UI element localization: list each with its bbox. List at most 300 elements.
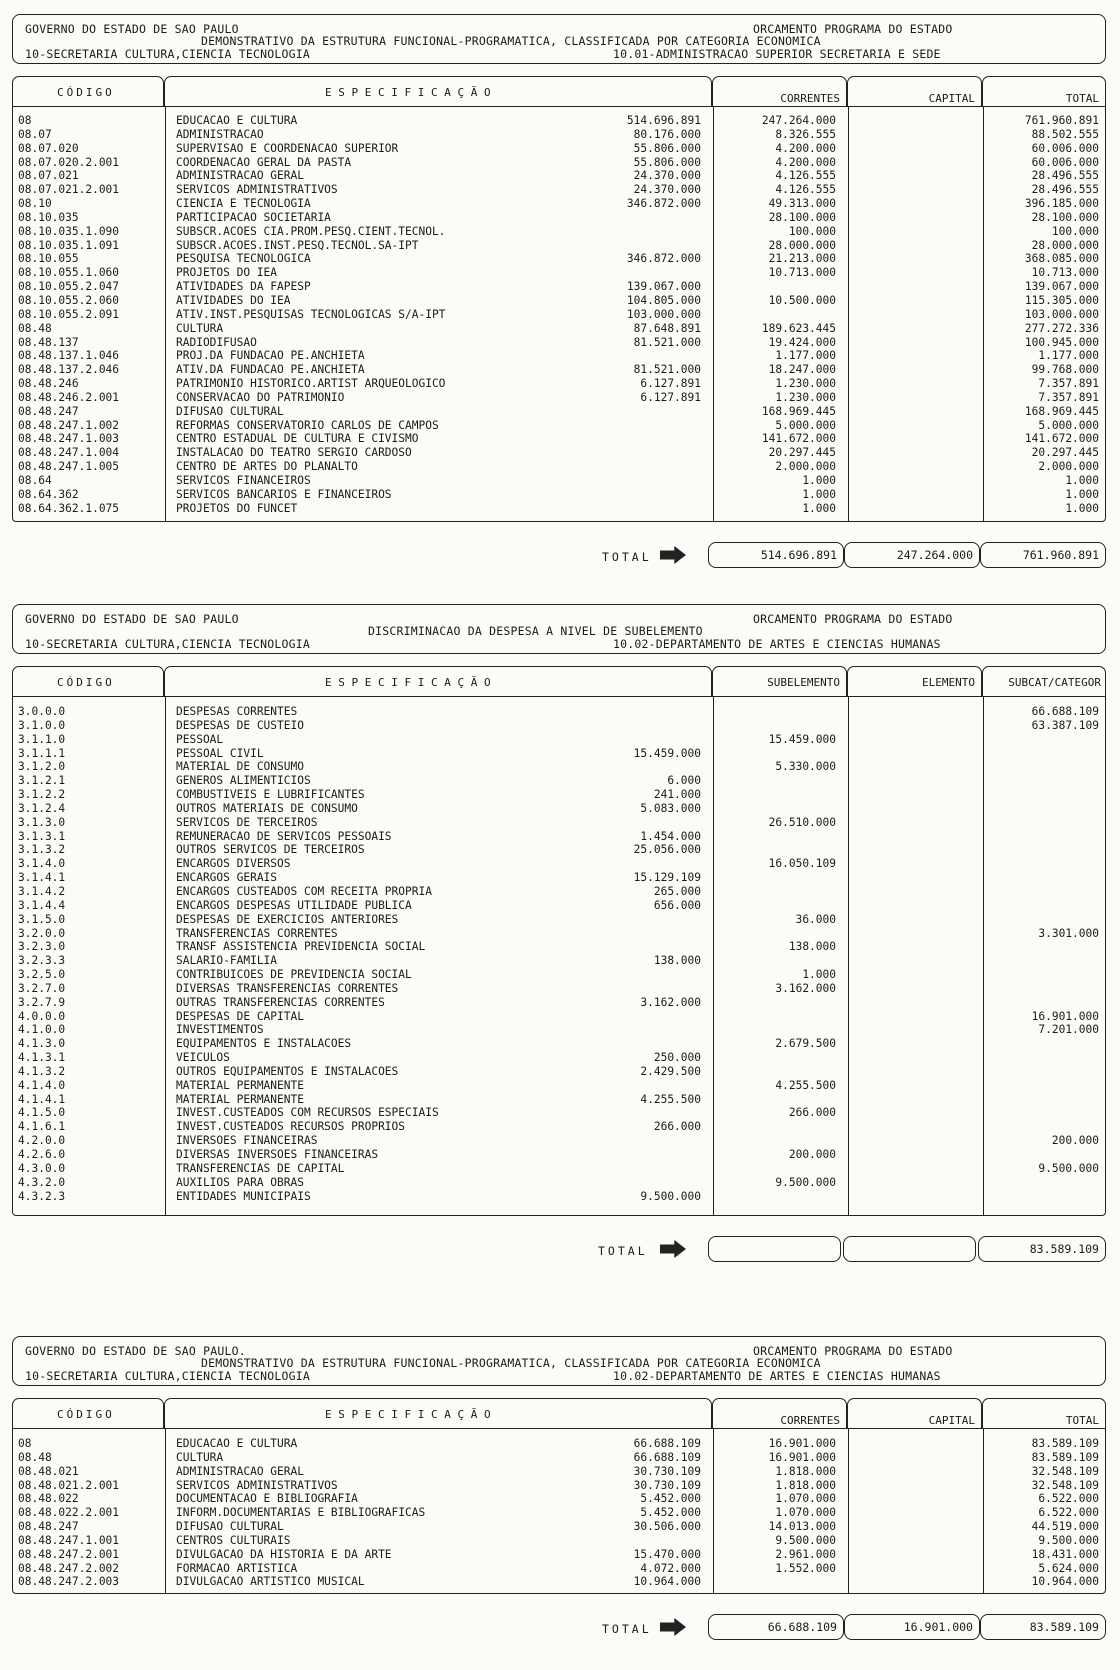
- spec-cell: TRANSFERENCIAS DE CAPITAL: [176, 1161, 345, 1175]
- table-row: [13, 913, 1105, 927]
- value-col3-cell: 5.452.000: [640, 1492, 701, 1506]
- table-row: [13, 391, 1105, 405]
- table-row: [13, 1534, 1105, 1548]
- code-cell: 3.2.3.3: [18, 954, 66, 968]
- value-col3-cell: 87.648.891: [633, 321, 701, 335]
- table-row: [13, 377, 1105, 391]
- table-row: [13, 322, 1105, 336]
- table-row: [13, 1010, 1105, 1024]
- value-col5-cell: 16.901.000: [1031, 1009, 1099, 1023]
- table-row: [13, 239, 1105, 253]
- table-row: [13, 1023, 1105, 1037]
- value-col3-cell: 55.806.000: [633, 155, 701, 169]
- table-row: [13, 1562, 1105, 1576]
- code-cell: 08.10.055: [18, 252, 79, 266]
- value-col3-cell: 104.805.000: [626, 293, 701, 307]
- spec-cell: ADMINISTRACAO: [176, 127, 264, 141]
- code-cell: 08.07.021.2.001: [18, 183, 120, 197]
- col-elemento: ELEMENTO: [847, 666, 982, 696]
- government-name: GOVERNO DO ESTADO DE SAO PAULO: [25, 22, 239, 36]
- col-correntes: CORRENTES: [712, 1398, 847, 1428]
- table-row: [13, 968, 1105, 982]
- code-cell: 3.2.7.9: [18, 995, 66, 1009]
- value-col5-cell: 168.969.445: [1024, 404, 1099, 418]
- value-col3-cell: 25.056.000: [633, 843, 701, 857]
- spec-cell: SUBSCR.ACOES CIA.PROM.PESQ.CIENT.TECNOL.: [176, 224, 446, 238]
- unit-label: 10.02-DEPARTAMENTO DE ARTES E CIENCIAS HUMANAS: [613, 1369, 941, 1383]
- table-row: [13, 211, 1105, 225]
- spec-cell: OUTROS SERVICOS DE TERCEIROS: [176, 843, 365, 857]
- value-col5-cell: 32.548.109: [1031, 1464, 1099, 1478]
- spec-cell: INVERSOES FINANCEIRAS: [176, 1134, 318, 1148]
- table-body: [12, 106, 1106, 522]
- value-col4-cell: 1.070.000: [775, 1506, 836, 1520]
- table-rows: [13, 114, 1105, 515]
- total-subelemento: [708, 1236, 841, 1262]
- spec-cell: COORDENACAO GERAL DA PASTA: [176, 155, 352, 169]
- table-row: [13, 899, 1105, 913]
- value-col3-cell: 139.067.000: [626, 280, 701, 294]
- value-col3-cell: 103.000.000: [626, 307, 701, 321]
- value-col5-cell: 63.387.109: [1031, 718, 1099, 732]
- col-spec: E S P E C I F I C A Ç Ã O: [164, 1398, 712, 1428]
- value-col5-cell: 44.519.000: [1031, 1520, 1099, 1534]
- value-col5-cell: 5.000.000: [1038, 418, 1099, 432]
- table-row: [13, 363, 1105, 377]
- value-col3-cell: 6.127.891: [640, 390, 701, 404]
- table-row: [13, 871, 1105, 885]
- spec-cell: MATERIAL DE CONSUMO: [176, 760, 304, 774]
- table-row: [13, 280, 1105, 294]
- value-col3-cell: 266.000: [653, 1120, 701, 1134]
- value-col4-cell: 1.818.000: [775, 1464, 836, 1478]
- spec-cell: ATIVIDADES DA FAPESP: [176, 280, 311, 294]
- secretaria-label: 10-SECRETARIA CULTURA,CIENCIA TECNOLOGIA: [25, 47, 310, 61]
- column-headers: [12, 76, 1106, 106]
- spec-cell: INVEST.CUSTEADOS RECURSOS PROPRIOS: [176, 1120, 406, 1134]
- spec-cell: DIVULGACAO DA HISTORIA E DA ARTE: [176, 1547, 392, 1561]
- spec-cell: DIFUSAO CULTURAL: [176, 1520, 284, 1534]
- value-col5-cell: 277.272.336: [1024, 321, 1099, 335]
- value-col5-cell: 396.185.000: [1024, 197, 1099, 211]
- table-row: [13, 927, 1105, 941]
- value-col5-cell: 200.000: [1051, 1134, 1099, 1148]
- budget-label: ORCAMENTO PROGRAMA DO ESTADO: [753, 22, 953, 36]
- col-codigo: CÓDIGO: [12, 1398, 164, 1428]
- spec-cell: DIFUSAO CULTURAL: [176, 404, 284, 418]
- table-row: [13, 1520, 1105, 1534]
- value-col4-cell: 49.313.000: [768, 197, 836, 211]
- value-col5-cell: 1.000: [1065, 473, 1099, 487]
- table-body: [12, 696, 1106, 1216]
- value-col4-cell: 14.013.000: [768, 1520, 836, 1534]
- arrow-right-icon: [660, 1240, 686, 1258]
- col-total: TOTAL: [982, 1398, 1106, 1428]
- value-col4-cell: 10.713.000: [768, 266, 836, 280]
- code-cell: 4.1.0.0: [18, 1023, 66, 1037]
- col-capital: CAPITAL: [847, 76, 982, 106]
- value-col5-cell: 28.000.000: [1031, 238, 1099, 252]
- code-cell: 08.07.021: [18, 169, 79, 183]
- code-cell: 4.3.0.0: [18, 1161, 66, 1175]
- spec-cell: INFORM.DOCUMENTARIAS E BIBLIOGRAFICAS: [176, 1506, 426, 1520]
- table-row: [13, 719, 1105, 733]
- value-col4-cell: 247.264.000: [761, 114, 836, 127]
- table-row: [13, 183, 1105, 197]
- value-col4-cell: 1.000: [802, 968, 836, 982]
- value-col5-cell: 2.000.000: [1038, 460, 1099, 474]
- value-col3-cell: 15.129.109: [633, 871, 701, 885]
- code-cell: 08.10.055.2.091: [18, 307, 120, 321]
- code-cell: 08.48: [18, 1450, 52, 1464]
- value-col3-cell: 5.452.000: [640, 1506, 701, 1520]
- value-col5-cell: 103.000.000: [1024, 307, 1099, 321]
- code-cell: 4.1.4.1: [18, 1092, 66, 1106]
- report-header: [12, 14, 1106, 64]
- value-col4-cell: 141.672.000: [761, 432, 836, 446]
- value-col4-cell: 21.213.000: [768, 252, 836, 266]
- spec-cell: SUBSCR.ACOES.INST.PESQ.TECNOL.SA-IPT: [176, 238, 419, 252]
- value-col3-cell: 66.688.109: [633, 1437, 701, 1450]
- budget-label: ORCAMENTO PROGRAMA DO ESTADO: [753, 612, 953, 626]
- spec-cell: CIENCIA E TECNOLOGIA: [176, 197, 311, 211]
- spec-cell: EDUCACAO E CULTURA: [176, 114, 298, 127]
- table-row: [13, 1148, 1105, 1162]
- table-row: [13, 1437, 1105, 1451]
- table-row: [13, 1176, 1105, 1190]
- value-col4-cell: 1.230.000: [775, 377, 836, 391]
- value-col4-cell: 168.969.445: [761, 404, 836, 418]
- spec-cell: DESPESAS DE CUSTEIO: [176, 718, 304, 732]
- col-spec: E S P E C I F I C A Ç Ã O: [164, 76, 712, 106]
- spec-cell: DOCUMENTACAO E BIBLIOGRAFIA: [176, 1492, 358, 1506]
- table-row: [13, 502, 1105, 516]
- value-col3-cell: 6.127.891: [640, 377, 701, 391]
- value-col4-cell: 15.459.000: [768, 732, 836, 746]
- value-col3-cell: 250.000: [653, 1051, 701, 1065]
- total-row: [0, 1234, 1120, 1268]
- value-col5-cell: 9.500.000: [1038, 1161, 1099, 1175]
- spec-cell: CENTRO ESTADUAL DE CULTURA E CIVISMO: [176, 432, 419, 446]
- code-cell: 3.1.3.0: [18, 815, 66, 829]
- code-cell: 08.10.035.1.091: [18, 238, 120, 252]
- government-name: GOVERNO DO ESTADO DE SAO PAULO: [25, 612, 239, 626]
- table-row: [13, 940, 1105, 954]
- table-body: [12, 1428, 1106, 1594]
- spec-cell: SERVICOS DE TERCEIROS: [176, 815, 318, 829]
- report-header: [12, 1336, 1106, 1386]
- code-cell: 08.10.055.1.060: [18, 266, 120, 280]
- value-col5-cell: 28.100.000: [1031, 210, 1099, 224]
- table-rows: [13, 1437, 1105, 1589]
- value-col4-cell: 100.000: [788, 224, 836, 238]
- total-label: TOTAL: [602, 1622, 652, 1636]
- code-cell: 08.48.247.1.004: [18, 446, 120, 460]
- table-row: [13, 446, 1105, 460]
- value-col3-cell: 9.500.000: [640, 1189, 701, 1203]
- code-cell: 3.1.2.1: [18, 774, 66, 788]
- code-cell: 4.2.0.0: [18, 1134, 66, 1148]
- table-row: [13, 996, 1105, 1010]
- table-row: [13, 802, 1105, 816]
- col-capital: CAPITAL: [847, 1398, 982, 1428]
- table-row: [13, 432, 1105, 446]
- report-title: DEMONSTRATIVO DA ESTRUTURA FUNCIONAL-PROGRAMATICA, CLASSIFICADA POR CATEGORIA ECONOMICA: [201, 34, 821, 48]
- spec-cell: ENCARGOS CUSTEADOS COM RECEITA PROPRIA: [176, 884, 432, 898]
- spec-cell: SERVICOS ADMINISTRATIVOS: [176, 1478, 338, 1492]
- value-col3-cell: 66.688.109: [633, 1450, 701, 1464]
- code-cell: 08.10.035.1.090: [18, 224, 120, 238]
- value-col3-cell: 24.370.000: [633, 183, 701, 197]
- value-col5-cell: 115.305.000: [1024, 293, 1099, 307]
- value-col4-cell: 1.000: [802, 473, 836, 487]
- table-row: [13, 1465, 1105, 1479]
- code-cell: 08.07.020.2.001: [18, 155, 120, 169]
- value-col4-cell: 2.000.000: [775, 460, 836, 474]
- government-name: GOVERNO DO ESTADO DE SAO PAULO.: [25, 1344, 246, 1358]
- spec-cell: OUTRAS TRANSFERENCIAS CORRENTES: [176, 995, 385, 1009]
- code-cell: 3.1.1.1: [18, 746, 66, 760]
- spec-cell: ATIVIDADES DO IEA: [176, 293, 291, 307]
- value-col3-cell: 346.872.000: [626, 197, 701, 211]
- code-cell: 08.48.247: [18, 1520, 79, 1534]
- spec-cell: PROJETOS DO FUNCET: [176, 501, 298, 515]
- spec-cell: CULTURA: [176, 1450, 224, 1464]
- col-correntes: CORRENTES: [712, 76, 847, 106]
- value-col5-cell: 6.522.000: [1038, 1492, 1099, 1506]
- table-row: [13, 774, 1105, 788]
- code-cell: 08.48.021: [18, 1464, 79, 1478]
- spec-cell: PESQUISA TECNOLOGICA: [176, 252, 311, 266]
- value-col3-cell: 6.000: [667, 774, 701, 788]
- value-col5-cell: 10.713.000: [1031, 266, 1099, 280]
- spec-cell: INVESTIMENTOS: [176, 1023, 264, 1037]
- table-row: [13, 197, 1105, 211]
- code-cell: 08.64.362: [18, 487, 79, 501]
- spec-cell: ENCARGOS GERAIS: [176, 871, 278, 885]
- spec-cell: OUTROS EQUIPAMENTOS E INSTALACOES: [176, 1064, 399, 1078]
- value-col4-cell: 1.000: [802, 501, 836, 515]
- code-cell: 08: [18, 114, 32, 127]
- value-col4-cell: 28.100.000: [768, 210, 836, 224]
- code-cell: 08.48.247.1.003: [18, 432, 120, 446]
- value-col4-cell: 1.552.000: [775, 1561, 836, 1575]
- value-col3-cell: 30.730.109: [633, 1478, 701, 1492]
- spec-cell: SUPERVISAO E COORDENACAO SUPERIOR: [176, 141, 399, 155]
- value-col4-cell: 4.200.000: [775, 155, 836, 169]
- value-col3-cell: 3.162.000: [640, 995, 701, 1009]
- value-col4-cell: 189.623.445: [761, 321, 836, 335]
- value-col5-cell: 1.177.000: [1038, 349, 1099, 363]
- spec-cell: SALARIO-FAMILIA: [176, 954, 278, 968]
- value-col5-cell: 141.672.000: [1024, 432, 1099, 446]
- value-col3-cell: 15.470.000: [633, 1547, 701, 1561]
- code-cell: 08.48.247.1.001: [18, 1533, 120, 1547]
- value-col5-cell: 60.006.000: [1031, 141, 1099, 155]
- spec-cell: DIVULGACAO ARTISTICO MUSICAL: [176, 1575, 365, 1589]
- code-cell: 3.2.0.0: [18, 926, 66, 940]
- value-col3-cell: 346.872.000: [626, 252, 701, 266]
- spec-cell: PESSOAL CIVIL: [176, 746, 264, 760]
- spec-cell: VEICULOS: [176, 1051, 230, 1065]
- unit-label: 10.02-DEPARTAMENTO DE ARTES E CIENCIAS HUMANAS: [613, 637, 941, 651]
- value-col4-cell: 4.200.000: [775, 141, 836, 155]
- code-cell: 08.64.362.1.075: [18, 501, 120, 515]
- value-col3-cell: 4.255.500: [640, 1092, 701, 1106]
- table-row: [13, 114, 1105, 128]
- code-cell: 08.10: [18, 197, 52, 211]
- value-col5-cell: 761.960.891: [1024, 114, 1099, 127]
- spec-cell: EQUIPAMENTOS E INSTALACOES: [176, 1037, 352, 1051]
- code-cell: 08.48: [18, 321, 52, 335]
- value-col5-cell: 6.522.000: [1038, 1506, 1099, 1520]
- code-cell: 3.2.5.0: [18, 968, 66, 982]
- table-row: [13, 843, 1105, 857]
- value-col4-cell: 19.424.000: [768, 335, 836, 349]
- value-col4-cell: 18.247.000: [768, 363, 836, 377]
- table-row: [13, 830, 1105, 844]
- column-headers: [12, 1398, 1106, 1428]
- table-row: [13, 1548, 1105, 1562]
- value-col4-cell: 16.050.109: [768, 857, 836, 871]
- table-row: [13, 857, 1105, 871]
- spec-cell: TRANSFERENCIAS CORRENTES: [176, 926, 338, 940]
- total-correntes: 66.688.109: [708, 1614, 844, 1640]
- spec-cell: CONTRIBUICOES DE PREVIDENCIA SOCIAL: [176, 968, 412, 982]
- value-col4-cell: 36.000: [795, 912, 836, 926]
- table-row: [13, 1479, 1105, 1493]
- spec-cell: PROJETOS DO IEA: [176, 266, 278, 280]
- report-header: [12, 604, 1106, 654]
- code-cell: 08.07.020: [18, 141, 79, 155]
- code-cell: 08.48.247.1.005: [18, 460, 120, 474]
- spec-cell: TRANSF ASSISTENCIA PREVIDENCIA SOCIAL: [176, 940, 426, 954]
- value-col4-cell: 9.500.000: [775, 1175, 836, 1189]
- table-row: [13, 733, 1105, 747]
- spec-cell: ADMINISTRACAO GERAL: [176, 1464, 304, 1478]
- report-title: DISCRIMINACAO DA DESPESA A NIVEL DE SUBELEMENTO: [368, 624, 703, 638]
- table-row: [13, 128, 1105, 142]
- value-col3-cell: 30.730.109: [633, 1464, 701, 1478]
- spec-cell: ENCARGOS DESPESAS UTILIDADE PUBLICA: [176, 898, 412, 912]
- spec-cell: DESPESAS CORRENTES: [176, 705, 298, 718]
- table-row: [13, 1451, 1105, 1465]
- table-row: [13, 336, 1105, 350]
- code-cell: 08.48.247.2.001: [18, 1547, 120, 1561]
- code-cell: 4.2.6.0: [18, 1148, 66, 1161]
- value-col5-cell: 20.297.445: [1031, 446, 1099, 460]
- total-label: TOTAL: [602, 550, 652, 564]
- value-col5-cell: 9.500.000: [1038, 1533, 1099, 1547]
- table-row: [13, 982, 1105, 996]
- spec-cell: GENEROS ALIMENTICIOS: [176, 774, 311, 788]
- spec-cell: SERVICOS BANCARIOS E FINANCEIROS: [176, 487, 392, 501]
- value-col3-cell: 514.696.891: [626, 114, 701, 127]
- code-cell: 4.1.3.1: [18, 1051, 66, 1065]
- code-cell: 08.48.247.1.002: [18, 418, 120, 432]
- col-subcat: SUBCAT/CATEGOR: [982, 666, 1106, 696]
- table-row: [13, 1051, 1105, 1065]
- value-col5-cell: 99.768.000: [1031, 363, 1099, 377]
- code-cell: 08: [18, 1437, 32, 1450]
- spec-cell: ATIV.DA FUNDACAO PE.ANCHIETA: [176, 363, 365, 377]
- code-cell: 4.3.2.3: [18, 1189, 66, 1203]
- code-cell: 08.48.022.2.001: [18, 1506, 120, 1520]
- budget-label: ORCAMENTO PROGRAMA DO ESTADO: [753, 1344, 953, 1358]
- value-col4-cell: 10.500.000: [768, 293, 836, 307]
- spec-cell: OUTROS MATERIAIS DE CONSUMO: [176, 801, 358, 815]
- code-cell: 08.48.247.2.002: [18, 1561, 120, 1575]
- col-spec: E S P E C I F I C A Ç Ã O: [164, 666, 712, 696]
- total-correntes: 514.696.891: [708, 542, 844, 568]
- spec-cell: AUXILIOS PARA OBRAS: [176, 1175, 304, 1189]
- spec-cell: SERVICOS FINANCEIROS: [176, 473, 311, 487]
- value-col4-cell: 1.177.000: [775, 349, 836, 363]
- table-row: [13, 1065, 1105, 1079]
- spec-cell: REMUNERACAO DE SERVICOS PESSOAIS: [176, 829, 392, 843]
- spec-cell: PESSOAL: [176, 732, 224, 746]
- code-cell: 08.48.021.2.001: [18, 1478, 120, 1492]
- spec-cell: INSTALACAO DO TEATRO SERGIO CARDOSO: [176, 446, 412, 460]
- code-cell: 3.1.2.2: [18, 788, 66, 802]
- table-row: [13, 1190, 1105, 1204]
- table-row: [13, 816, 1105, 830]
- value-col4-cell: 1.070.000: [775, 1492, 836, 1506]
- table-row: [13, 1506, 1105, 1520]
- table-row: [13, 1093, 1105, 1107]
- value-col4-cell: 1.818.000: [775, 1478, 836, 1492]
- table-row: [13, 954, 1105, 968]
- spec-cell: COMBUSTIVEIS E LUBRIFICANTES: [176, 788, 365, 802]
- value-col5-cell: 83.589.109: [1031, 1437, 1099, 1450]
- code-cell: 4.1.6.1: [18, 1120, 66, 1134]
- value-col4-cell: 138.000: [788, 940, 836, 954]
- code-cell: 08.48.247.2.003: [18, 1575, 120, 1589]
- value-col3-cell: 138.000: [653, 954, 701, 968]
- code-cell: 08.10.035: [18, 210, 79, 224]
- value-col5-cell: 368.085.000: [1024, 252, 1099, 266]
- table-row: [13, 1120, 1105, 1134]
- code-cell: 08.48.137.1.046: [18, 349, 120, 363]
- code-cell: 08.48.246: [18, 377, 79, 391]
- report-title: DEMONSTRATIVO DA ESTRUTURA FUNCIONAL-PROGRAMATICA, CLASSIFICADA POR CATEGORIA ECONOMICA: [201, 1356, 821, 1370]
- spec-cell: ADMINISTRACAO GERAL: [176, 169, 304, 183]
- table-row: [13, 156, 1105, 170]
- arrow-right-icon: [660, 1618, 686, 1636]
- code-cell: 3.1.4.1: [18, 871, 66, 885]
- value-col3-cell: 10.964.000: [633, 1575, 701, 1589]
- value-col5-cell: 139.067.000: [1024, 280, 1099, 294]
- code-cell: 3.1.2.0: [18, 760, 66, 774]
- total-total: 761.960.891: [980, 542, 1106, 568]
- table-row: [13, 1037, 1105, 1051]
- spec-cell: CENTROS CULTURAIS: [176, 1533, 291, 1547]
- table-row: [13, 405, 1105, 419]
- value-col5-cell: 5.624.000: [1038, 1561, 1099, 1575]
- table-row: [13, 1162, 1105, 1176]
- spec-cell: RADIODIFUSAO: [176, 335, 257, 349]
- value-col3-cell: 241.000: [653, 788, 701, 802]
- table-row: [13, 705, 1105, 719]
- value-col3-cell: 265.000: [653, 884, 701, 898]
- spec-cell: EDUCACAO E CULTURA: [176, 1437, 298, 1450]
- value-col5-cell: 28.496.555: [1031, 183, 1099, 197]
- table-row: [13, 1079, 1105, 1093]
- table-row: [13, 294, 1105, 308]
- table-row: [13, 1575, 1105, 1589]
- code-cell: 3.1.4.4: [18, 898, 66, 912]
- value-col3-cell: 656.000: [653, 898, 701, 912]
